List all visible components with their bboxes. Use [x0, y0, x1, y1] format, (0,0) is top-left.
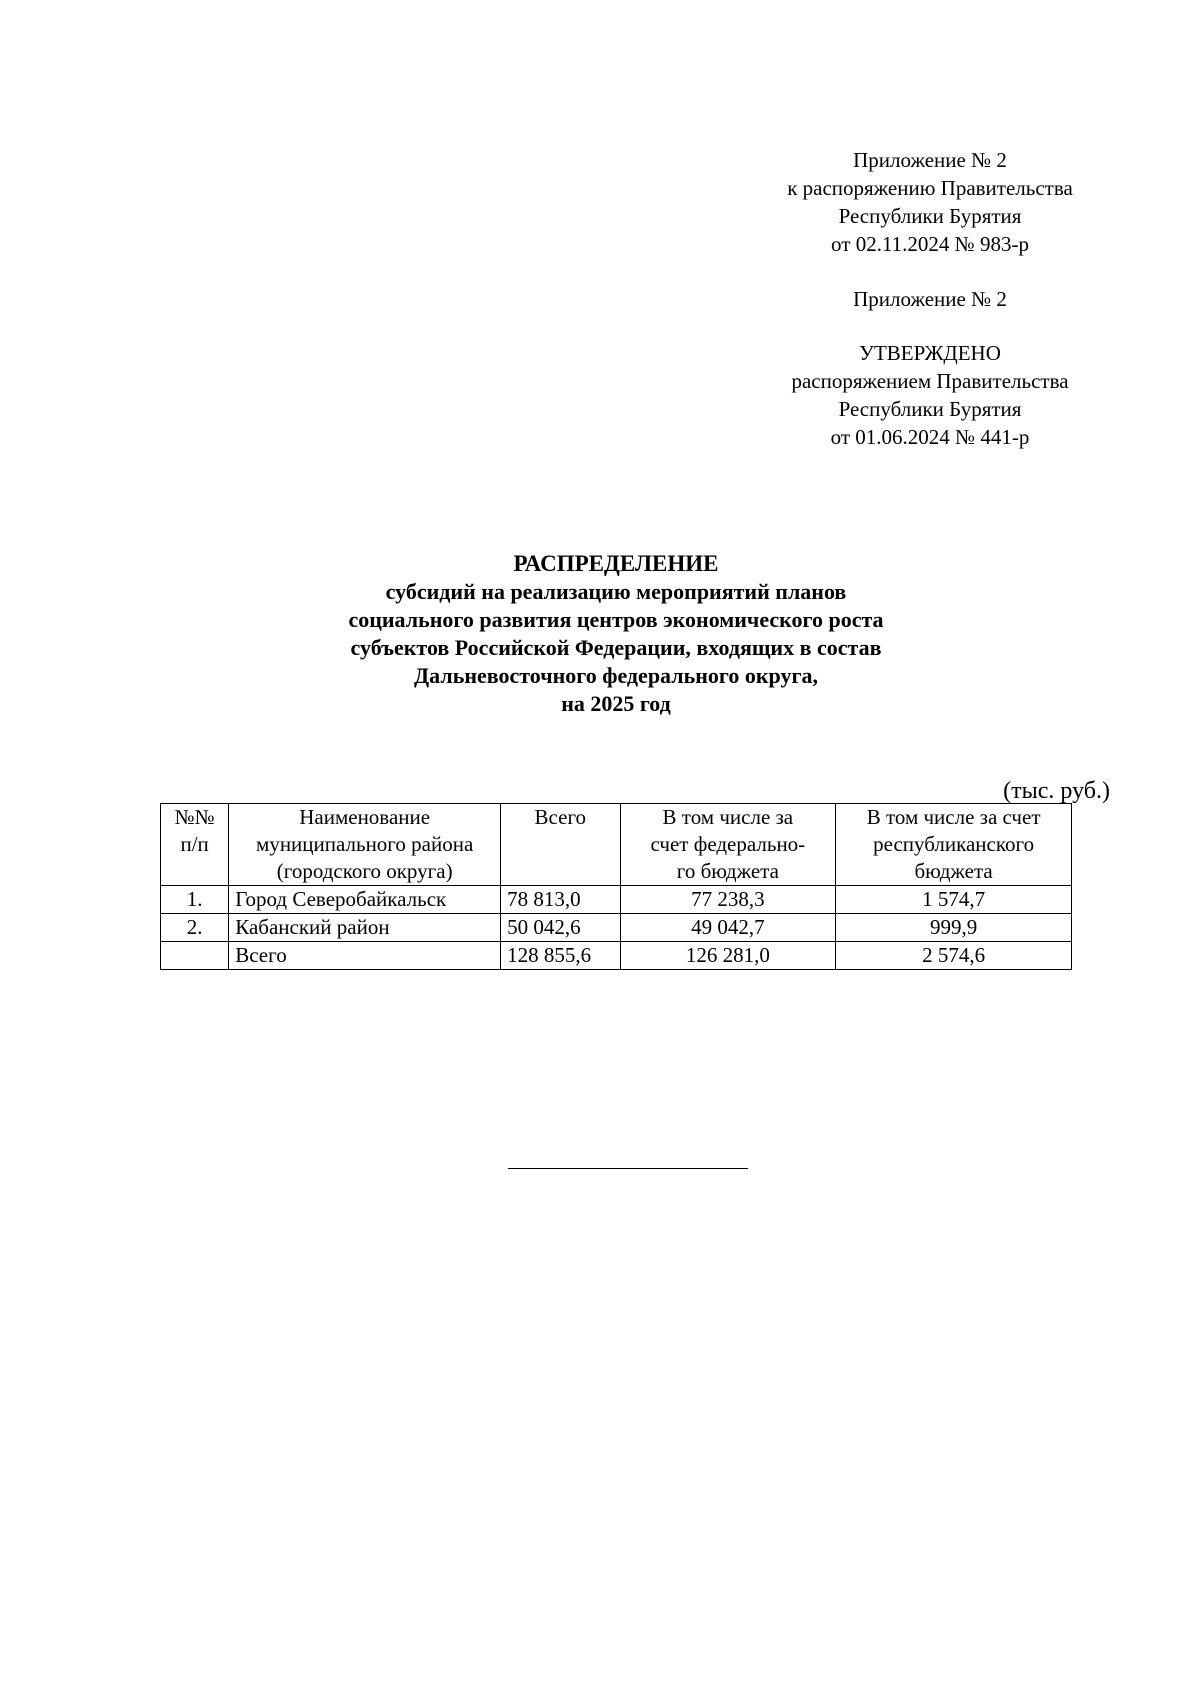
title-line: на 2025 год — [561, 691, 671, 716]
cell-republic: 999,9 — [836, 914, 1072, 942]
header-text: №№ — [174, 805, 215, 829]
cell-name: Кабанский район — [229, 914, 501, 942]
cell-total: 78 813,0 — [501, 886, 620, 914]
header-republic — [836, 804, 1072, 886]
cell-federal: 126 281,0 — [620, 942, 836, 970]
cell-federal: 49 042,7 — [620, 914, 836, 942]
appendix-header-line: от 02.11.2024 № 983-р — [831, 232, 1029, 256]
title-main: РАСПРЕДЕЛЕНИЕ — [513, 551, 719, 576]
title-line: Дальневосточного федерального округа, — [414, 663, 818, 688]
cell-name: Город Северобайкальск — [229, 886, 501, 914]
header-text: В том числе за счет — [866, 805, 1041, 829]
cell-num — [161, 942, 229, 970]
cell-num: 1. — [161, 886, 229, 914]
cell-num: 2. — [161, 914, 229, 942]
cell-total: 50 042,6 — [501, 914, 620, 942]
approval-line: распоряжением Правительства — [791, 369, 1069, 393]
title-line: субсидий на реализацию мероприятий планов — [385, 579, 847, 604]
header-text: счет федерально- — [650, 832, 806, 856]
header-text: Наименование — [299, 805, 431, 829]
header-text: бюджета — [914, 859, 993, 883]
table-row — [161, 886, 1072, 914]
header-text: п/п — [180, 832, 209, 856]
header-federal — [620, 804, 836, 886]
cell-republic: 1 574,7 — [836, 886, 1072, 914]
approval-line: Республики Бурятия — [838, 397, 1022, 421]
header-num — [161, 804, 229, 886]
table-total-row — [161, 942, 1072, 970]
cell-republic: 2 574,6 — [836, 942, 1072, 970]
cell-total: 128 855,6 — [501, 942, 620, 970]
header-text: го бюджета — [676, 859, 779, 883]
appendix-header-line: к распоряжению Правительства — [787, 176, 1073, 200]
header-text: Всего — [534, 805, 587, 829]
document-title — [160, 550, 1072, 718]
header-text: В том числе за — [662, 805, 794, 829]
header-total — [501, 804, 620, 886]
cell-federal: 77 238,3 — [620, 886, 836, 914]
header-text: (городского округа) — [276, 859, 453, 883]
table-header-row — [161, 804, 1072, 886]
cell-name: Всего — [229, 942, 501, 970]
header-name — [229, 804, 501, 886]
appendix-header-line: Приложение № 2 — [853, 148, 1007, 172]
approval-stamp — [720, 339, 1140, 451]
units-label: (тыс. руб.) — [1003, 778, 1110, 804]
approval-line: от 01.06.2024 № 441-р — [830, 425, 1030, 449]
end-divider — [508, 1168, 748, 1169]
table-row — [161, 914, 1072, 942]
approval-line: УТВЕРЖДЕНО — [859, 341, 1001, 365]
header-text: муниципального района — [256, 832, 474, 856]
distribution-table — [160, 803, 1072, 970]
appendix-header — [720, 146, 1140, 258]
second-appendix-text: Приложение № 2 — [853, 287, 1007, 311]
appendix-header-line: Республики Бурятия — [838, 204, 1022, 228]
header-text: республиканского — [873, 832, 1035, 856]
second-appendix-label — [720, 285, 1140, 313]
title-line: социального развития центров экономического роста — [348, 607, 884, 632]
title-line: субъектов Российской Федерации, входящих в состав — [350, 635, 882, 660]
